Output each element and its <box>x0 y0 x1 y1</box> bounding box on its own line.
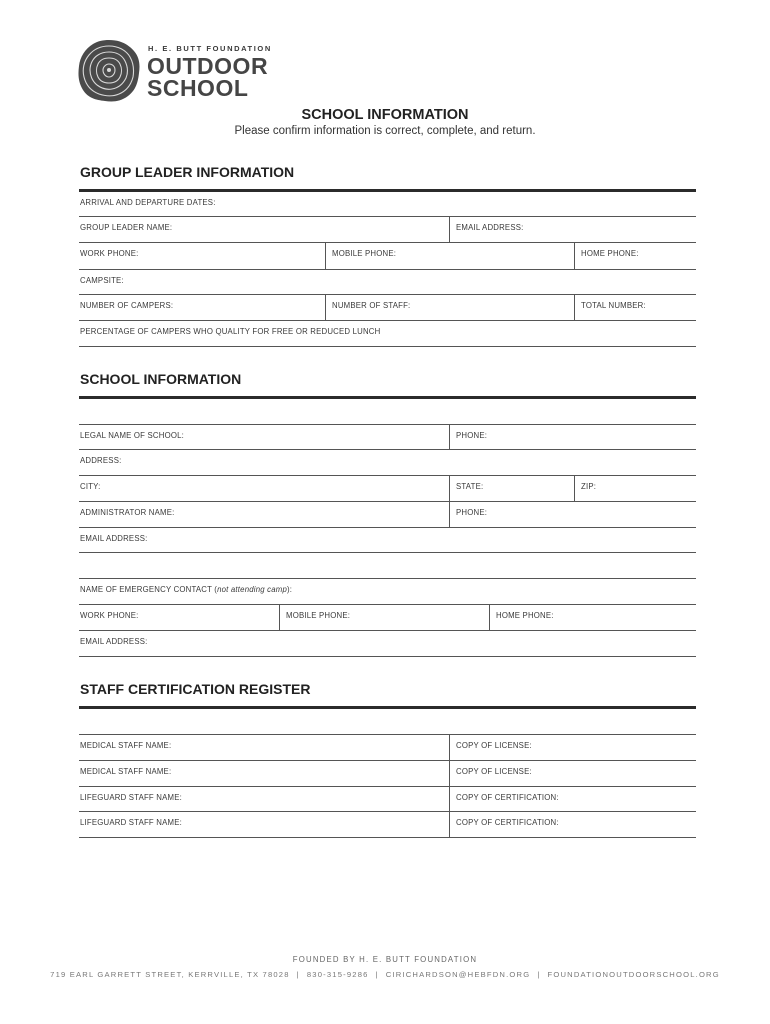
lifeguard-staff-row-2 <box>79 812 696 838</box>
arrival-departure-row <box>79 192 696 217</box>
staff-blank-field[interactable] <box>79 709 696 734</box>
counts-row <box>79 295 696 321</box>
license-copy-field-2[interactable] <box>449 761 696 786</box>
address-field[interactable] <box>79 450 696 475</box>
emergency-email-row <box>79 631 696 657</box>
footer-separator: | <box>537 970 541 979</box>
school-info-heading: SCHOOL INFORMATION <box>80 371 242 387</box>
school-spacer-row <box>79 553 696 579</box>
logo-kicker: H. E. BUTT FOUNDATION <box>148 44 272 53</box>
lifeguard-staff-row-1 <box>79 787 696 812</box>
city-label: CITY: <box>80 482 101 491</box>
arrival-departure-field[interactable] <box>79 192 696 216</box>
emergency-contact-field[interactable] <box>79 579 696 604</box>
address-row <box>79 450 696 476</box>
emergency-contact-note: not attending camp <box>217 585 288 594</box>
emergency-home-phone-field[interactable] <box>489 605 696 630</box>
num-campers-label: NUMBER OF CAMPERS: <box>80 301 174 310</box>
emergency-phones-row <box>79 605 696 631</box>
leader-name-field[interactable] <box>79 217 449 242</box>
school-blank-field[interactable] <box>79 399 696 424</box>
campsite-label: CAMPSITE: <box>80 276 124 285</box>
footer-website[interactable]: FOUNDATIONOUTDOORSCHOOL.ORG <box>547 970 720 979</box>
school-email-row <box>79 528 696 553</box>
total-number-label: TOTAL NUMBER: <box>581 301 646 310</box>
state-field[interactable] <box>449 476 574 501</box>
city-field[interactable] <box>79 476 449 501</box>
footer-address: 719 EARL GARRETT STREET, KERRVILLE, TX 78028 <box>50 970 290 979</box>
lunch-percentage-field[interactable] <box>79 321 696 346</box>
legal-name-field[interactable] <box>79 425 449 449</box>
logo-word-school: SCHOOL <box>147 75 249 101</box>
leader-mobile-phone-field[interactable] <box>325 243 574 269</box>
arrival-departure-label: ARRIVAL AND DEPARTURE DATES: <box>80 198 216 207</box>
lifeguard-staff-name-label-2: LIFEGUARD STAFF NAME: <box>80 818 182 827</box>
lifeguard-staff-name-field-2[interactable] <box>79 812 449 837</box>
emergency-work-phone-field[interactable] <box>79 605 279 630</box>
emergency-email-field[interactable] <box>79 631 696 656</box>
footer-separator: | <box>375 970 379 979</box>
city-state-zip-row <box>79 476 696 502</box>
certification-copy-label-2: COPY OF CERTIFICATION: <box>456 818 559 827</box>
emergency-contact-label: NAME OF EMERGENCY CONTACT ( <box>80 585 218 594</box>
logo-word-outdoor: OUTDOOR <box>147 53 269 79</box>
campsite-field[interactable] <box>79 270 696 294</box>
legal-name-row <box>79 425 696 450</box>
school-email-label: EMAIL ADDRESS: <box>80 534 148 543</box>
leader-home-phone-field[interactable] <box>574 243 696 269</box>
total-number-field[interactable] <box>574 295 696 320</box>
lunch-row <box>79 321 696 347</box>
school-phone-label: PHONE: <box>456 431 488 440</box>
campsite-row <box>79 270 696 295</box>
medical-staff-name-field-1[interactable] <box>79 735 449 760</box>
num-campers-field[interactable] <box>79 295 325 320</box>
leader-home-phone-label: HOME PHONE: <box>581 249 639 258</box>
certification-copy-field-2[interactable] <box>449 812 696 837</box>
school-phone-field[interactable] <box>449 425 696 449</box>
school-email-field[interactable] <box>79 528 696 552</box>
school-spacer-field[interactable] <box>79 553 696 578</box>
leader-mobile-phone-label: MOBILE PHONE: <box>332 249 397 258</box>
logo <box>76 38 276 106</box>
emergency-mobile-phone-label: MOBILE PHONE: <box>286 611 351 620</box>
emergency-home-phone-label: HOME PHONE: <box>496 611 554 620</box>
page-title: SCHOOL INFORMATION <box>301 107 469 123</box>
leader-email-field[interactable] <box>449 217 696 242</box>
leader-name-row <box>79 217 696 243</box>
state-label: STATE: <box>456 482 484 491</box>
leader-work-phone-field[interactable] <box>79 243 325 269</box>
num-staff-label: NUMBER OF STAFF: <box>332 301 411 310</box>
tree-ring-icon <box>76 38 142 104</box>
zip-label: ZIP: <box>581 482 597 491</box>
leader-name-label: GROUP LEADER NAME: <box>80 223 173 232</box>
certification-copy-field-1[interactable] <box>449 787 696 811</box>
footer-founded: FOUNDED BY H. E. BUTT FOUNDATION <box>292 955 478 964</box>
medical-staff-name-field-2[interactable] <box>79 761 449 786</box>
footer-email[interactable]: CIRICHARDSON@HEBFDN.ORG <box>385 970 531 979</box>
administrator-name-label: ADMINISTRATOR NAME: <box>80 508 175 517</box>
lifeguard-staff-name-field-1[interactable] <box>79 787 449 811</box>
medical-staff-row-2 <box>79 761 696 787</box>
footer-phone[interactable]: 830-315-9286 <box>306 970 369 979</box>
zip-field[interactable] <box>574 476 696 501</box>
footer-contact <box>0 970 770 979</box>
page-subtitle: Please confirm information is correct, complete, and return. <box>234 125 536 137</box>
medical-staff-name-label-1: MEDICAL STAFF NAME: <box>80 741 172 750</box>
school-blank-row <box>79 399 696 425</box>
lunch-percentage-label: PERCENTAGE OF CAMPERS WHO QUALITY FOR FREE OR REDUCED LUNCH <box>80 327 381 336</box>
license-copy-label-2: COPY OF LICENSE: <box>456 767 532 776</box>
leader-phones-row <box>79 243 696 270</box>
emergency-email-label: EMAIL ADDRESS: <box>80 637 148 646</box>
staff-blank-row <box>79 709 696 735</box>
emergency-contact-close: ): <box>287 585 293 594</box>
num-staff-field[interactable] <box>325 295 574 320</box>
certification-copy-label-1: COPY OF CERTIFICATION: <box>456 793 559 802</box>
administrator-phone-label: PHONE: <box>456 508 488 517</box>
staff-cert-heading: STAFF CERTIFICATION REGISTER <box>80 681 311 697</box>
lifeguard-staff-name-label-1: LIFEGUARD STAFF NAME: <box>80 793 182 802</box>
leader-email-label: EMAIL ADDRESS: <box>456 223 524 232</box>
license-copy-label-1: COPY OF LICENSE: <box>456 741 532 750</box>
administrator-row <box>79 502 696 528</box>
footer-separator: | <box>296 970 300 979</box>
emergency-mobile-phone-field[interactable] <box>279 605 489 630</box>
legal-name-label: LEGAL NAME OF SCHOOL: <box>80 431 184 440</box>
administrator-phone-field[interactable] <box>449 502 696 527</box>
leader-work-phone-label: WORK PHONE: <box>80 249 139 258</box>
license-copy-field-1[interactable] <box>449 735 696 760</box>
emergency-work-phone-label: WORK PHONE: <box>80 611 139 620</box>
address-label: ADDRESS: <box>80 456 122 465</box>
medical-staff-row-1 <box>79 735 696 761</box>
emergency-contact-row <box>79 579 696 605</box>
administrator-name-field[interactable] <box>79 502 449 527</box>
medical-staff-name-label-2: MEDICAL STAFF NAME: <box>80 767 172 776</box>
group-leader-heading: GROUP LEADER INFORMATION <box>80 164 295 180</box>
